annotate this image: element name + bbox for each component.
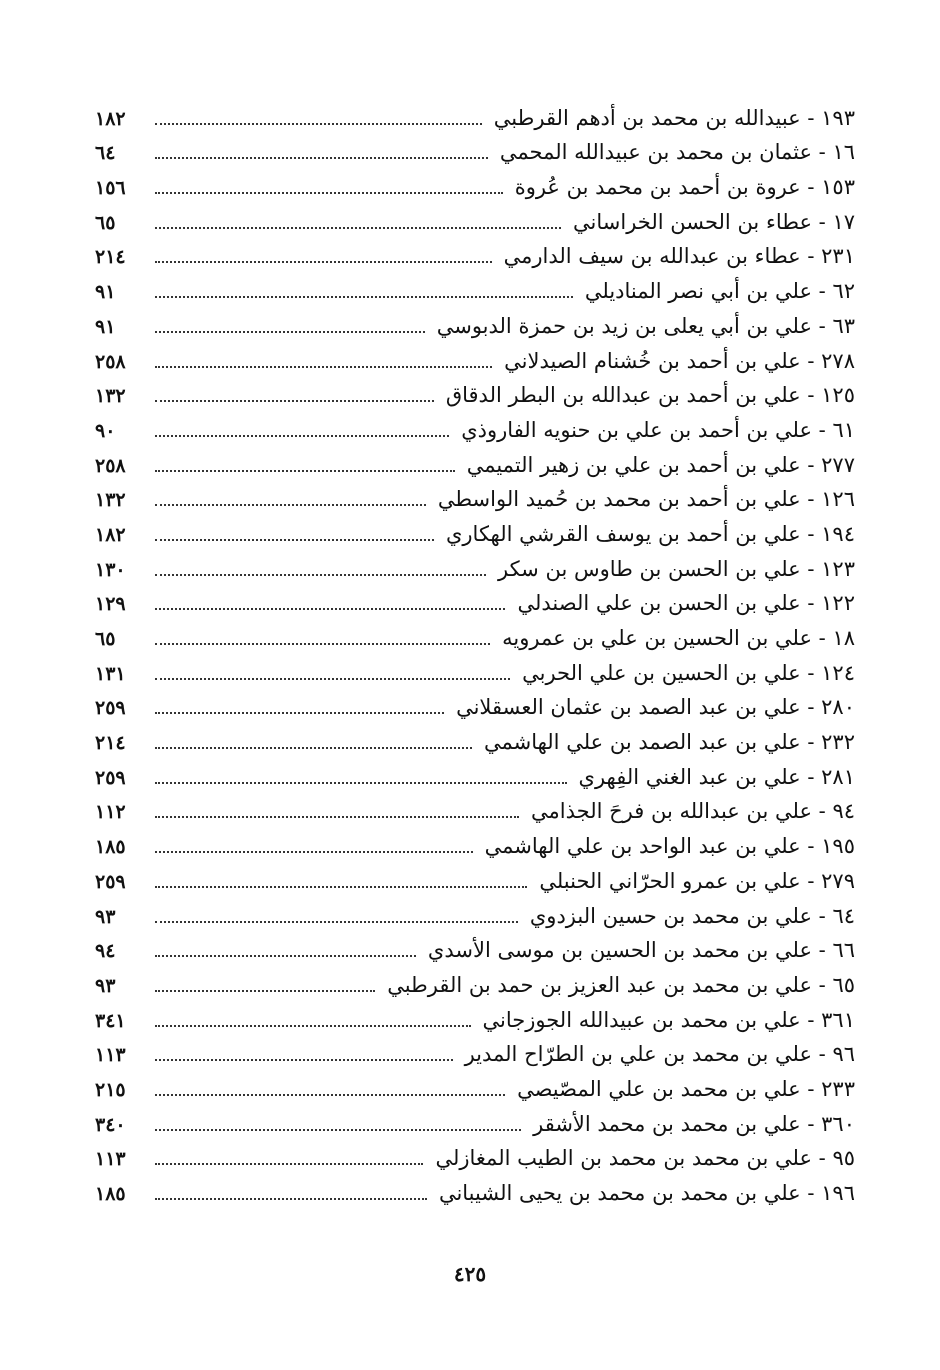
dot-leader bbox=[155, 157, 488, 159]
dot-leader bbox=[155, 921, 518, 923]
index-entry bbox=[95, 1071, 855, 1106]
entry-page-number: ٩٤ bbox=[95, 940, 116, 963]
entry-page-number: ٢١٤ bbox=[95, 732, 126, 755]
index-entry bbox=[95, 412, 855, 447]
index-entry bbox=[95, 655, 855, 690]
index-entry bbox=[95, 759, 855, 794]
entry-title: ٣٦١ - علي بن محمد بن عبيدالله الجوزجاني bbox=[482, 1007, 855, 1032]
entry-title: ١٢٥ - علي بن أحمد بن عبدالله بن البطر الدقاق bbox=[445, 383, 855, 408]
entry-title: ٢٣٢ - علي بن عبد الصمد بن علي الهاشمي bbox=[483, 730, 855, 755]
entry-page-number: ٩١ bbox=[95, 315, 116, 338]
dot-leader bbox=[155, 1129, 521, 1131]
index-entry bbox=[95, 1037, 855, 1072]
entry-title: ٩٥ - علي بن محمد بن محمد بن الطيب المغازلي bbox=[435, 1146, 855, 1171]
dot-leader bbox=[155, 470, 455, 472]
index-entry bbox=[95, 863, 855, 898]
index-entry bbox=[95, 378, 855, 413]
dot-leader bbox=[155, 782, 567, 784]
index-entry bbox=[95, 516, 855, 551]
entry-title: ٦٣ - علي بن أبي يعلى بن زيد بن حمزة الدبوسي bbox=[436, 313, 855, 338]
dot-leader bbox=[155, 747, 472, 749]
dot-leader bbox=[155, 990, 375, 992]
dot-leader bbox=[155, 539, 434, 541]
entry-page-number: ١١٣ bbox=[95, 1148, 126, 1171]
entry-title: ٢٧٩ - علي بن عمرو الحرّاني الحنبلي bbox=[539, 868, 855, 893]
entry-title: ١٨ - علي بن الحسين بن علي بن عمرويه bbox=[502, 626, 855, 650]
index-entry bbox=[95, 273, 855, 308]
index-entry bbox=[95, 1175, 855, 1210]
index-entry bbox=[95, 239, 855, 274]
index-entry bbox=[95, 482, 855, 517]
dot-leader bbox=[155, 504, 426, 506]
entry-title: ٢٨١ - علي بن عبد الغني الفِهري bbox=[578, 764, 855, 789]
entry-page-number: ١١٢ bbox=[95, 801, 126, 824]
entry-title: ١٢٤ - علي بن الحسين بن علي الحربي bbox=[522, 660, 855, 685]
page-number: ٤٢٥ bbox=[453, 1262, 487, 1286]
dot-leader bbox=[155, 886, 527, 888]
index-entry bbox=[95, 967, 855, 1002]
entry-title: ١٢٣ - علي بن الحسن بن طاوس بن سكر bbox=[498, 556, 855, 581]
entry-page-number: ٣٤٠ bbox=[95, 1113, 126, 1136]
entry-title: ١٢٦ - علي بن أحمد بن محمد بن حُميد الواسطي bbox=[437, 487, 855, 512]
entry-title: ١٦ - عثمان بن محمد بن عبيدالله المحمي bbox=[499, 140, 855, 165]
entry-title: ١٧ - عطاء بن الحسن الخراساني bbox=[573, 209, 855, 234]
entry-title: ١٩٦ - علي بن محمد بن محمد بن يحيى الشيباني bbox=[438, 1181, 855, 1205]
dot-leader bbox=[155, 261, 492, 263]
index-entry bbox=[95, 794, 855, 829]
index-entry bbox=[95, 898, 855, 933]
entry-page-number: ١٣٠ bbox=[95, 558, 126, 581]
dot-leader bbox=[155, 712, 444, 714]
index-entry bbox=[95, 169, 855, 204]
dot-leader bbox=[155, 678, 510, 680]
entry-title: ٩٦ - علي بن محمد بن علي بن الطرّاح المدير bbox=[464, 1042, 855, 1067]
entry-page-number: ٢١٥ bbox=[95, 1078, 126, 1101]
entry-page-number: ١٢٩ bbox=[95, 593, 126, 616]
index-entry bbox=[95, 690, 855, 725]
index-entry bbox=[95, 1106, 855, 1141]
entry-page-number: ١٣١ bbox=[95, 662, 126, 685]
dot-leader bbox=[155, 955, 416, 957]
entry-page-number: ١٣٢ bbox=[95, 385, 126, 408]
dot-leader bbox=[155, 574, 486, 576]
index-entry bbox=[95, 447, 855, 482]
entry-page-number: ٩١ bbox=[95, 281, 116, 304]
entry-title: ٢٣٣ - علي بن محمد بن علي المصّيصي bbox=[517, 1076, 855, 1101]
dot-leader bbox=[155, 296, 573, 298]
entry-page-number: ٩٣ bbox=[95, 905, 116, 928]
dot-leader bbox=[155, 331, 425, 333]
entry-title: ٣٦٠ - علي بن محمد بن محمد الأشقر bbox=[533, 1111, 855, 1136]
dot-leader bbox=[155, 366, 492, 368]
entry-page-number: ٢٥٨ bbox=[95, 350, 126, 373]
entry-page-number: ٢١٤ bbox=[95, 246, 126, 269]
index-entry bbox=[95, 933, 855, 968]
dot-leader bbox=[155, 1198, 427, 1200]
entry-title: ٢٧٨ - علي بن أحمد بن خُشنام الصيدلاني bbox=[504, 348, 855, 373]
dot-leader bbox=[155, 816, 519, 818]
dot-leader bbox=[155, 192, 503, 194]
entry-page-number: ٢٥٩ bbox=[95, 870, 126, 893]
entry-title: ٢٣١ - عطاء بن عبدالله بن سيف الدارمي bbox=[503, 244, 855, 269]
entry-page-number: ٦٤ bbox=[95, 142, 116, 165]
index-entry bbox=[95, 100, 855, 135]
entry-page-number: ٢٥٩ bbox=[95, 766, 126, 789]
entry-page-number: ١٨٥ bbox=[95, 836, 126, 859]
entry-title: ١٩٥ - علي بن عبد الواحد بن علي الهاشمي bbox=[484, 834, 855, 859]
entry-title: ٢٨٠ - علي بن عبد الصمد بن عثمان العسقلاني bbox=[456, 695, 855, 720]
entry-page-number: ٣٤١ bbox=[95, 1009, 126, 1032]
entry-page-number: ١١٣ bbox=[95, 1044, 126, 1067]
entry-title: ١٥٣ - عروة بن أحمد بن محمد بن عُروة bbox=[514, 175, 855, 200]
index-entry bbox=[95, 308, 855, 343]
entry-title: ٦٢ - علي بن أبي نصر المناديلي bbox=[584, 279, 855, 304]
index-entry bbox=[95, 724, 855, 759]
entry-title: ٦١ - علي بن أحمد بن علي بن حنويه الفاروذي bbox=[461, 417, 855, 442]
entry-title: ١٩٤ - علي بن أحمد بن يوسف القرشي الهكاري bbox=[445, 521, 855, 546]
dot-leader bbox=[155, 123, 482, 125]
dot-leader bbox=[155, 400, 434, 402]
index-entry bbox=[95, 828, 855, 863]
dot-leader bbox=[155, 1059, 453, 1061]
dot-leader bbox=[155, 1094, 505, 1096]
entry-page-number: ٢٥٩ bbox=[95, 697, 126, 720]
entry-page-number: ٩٣ bbox=[95, 974, 116, 997]
index-entry bbox=[95, 135, 855, 170]
dot-leader bbox=[155, 435, 449, 437]
entry-page-number: ١٥٦ bbox=[95, 177, 126, 200]
index-list bbox=[95, 100, 855, 1210]
dot-leader bbox=[155, 851, 473, 853]
index-entry bbox=[95, 586, 855, 621]
entry-title: ٢٧٧ - علي بن أحمد بن علي بن زهير التميمي bbox=[466, 452, 855, 477]
entry-title: ١٢٢ - علي بن الحسن بن علي الصندلي bbox=[517, 591, 855, 616]
entry-page-number: ٦٥ bbox=[95, 211, 116, 234]
entry-title: ٦٥ - علي بن محمد بن عبد العزيز بن حمد بن القرطبي bbox=[387, 972, 855, 997]
dot-leader bbox=[155, 1025, 471, 1027]
entry-page-number: ٩٠ bbox=[95, 419, 116, 442]
entry-title: ٦٤ - علي بن محمد بن حسين البزدوي bbox=[529, 903, 855, 928]
entry-page-number: ١٣٢ bbox=[95, 489, 126, 512]
entry-page-number: ١٨٢ bbox=[95, 107, 126, 130]
dot-leader bbox=[155, 643, 490, 645]
entry-title: ٦٦ - علي بن محمد بن الحسين بن موسى الأسدي bbox=[427, 938, 855, 963]
dot-leader bbox=[155, 608, 505, 610]
entry-page-number: ٢٥٨ bbox=[95, 454, 126, 477]
index-entry bbox=[95, 1002, 855, 1037]
index-entry bbox=[95, 620, 855, 655]
index-entry bbox=[95, 204, 855, 239]
dot-leader bbox=[155, 227, 561, 229]
entry-page-number: ١٨٥ bbox=[95, 1183, 126, 1205]
index-entry bbox=[95, 1141, 855, 1176]
entry-page-number: ٦٥ bbox=[95, 628, 116, 650]
entry-title: ٩٤ - علي بن عبدالله بن فرحَ الجذامي bbox=[531, 799, 855, 824]
dot-leader bbox=[155, 1163, 423, 1165]
entry-page-number: ١٨٢ bbox=[95, 523, 126, 546]
index-entry bbox=[95, 551, 855, 586]
index-entry bbox=[95, 343, 855, 378]
entry-title: ١٩٣ - عبيدالله بن محمد بن أدهم القرطبي bbox=[493, 105, 855, 130]
